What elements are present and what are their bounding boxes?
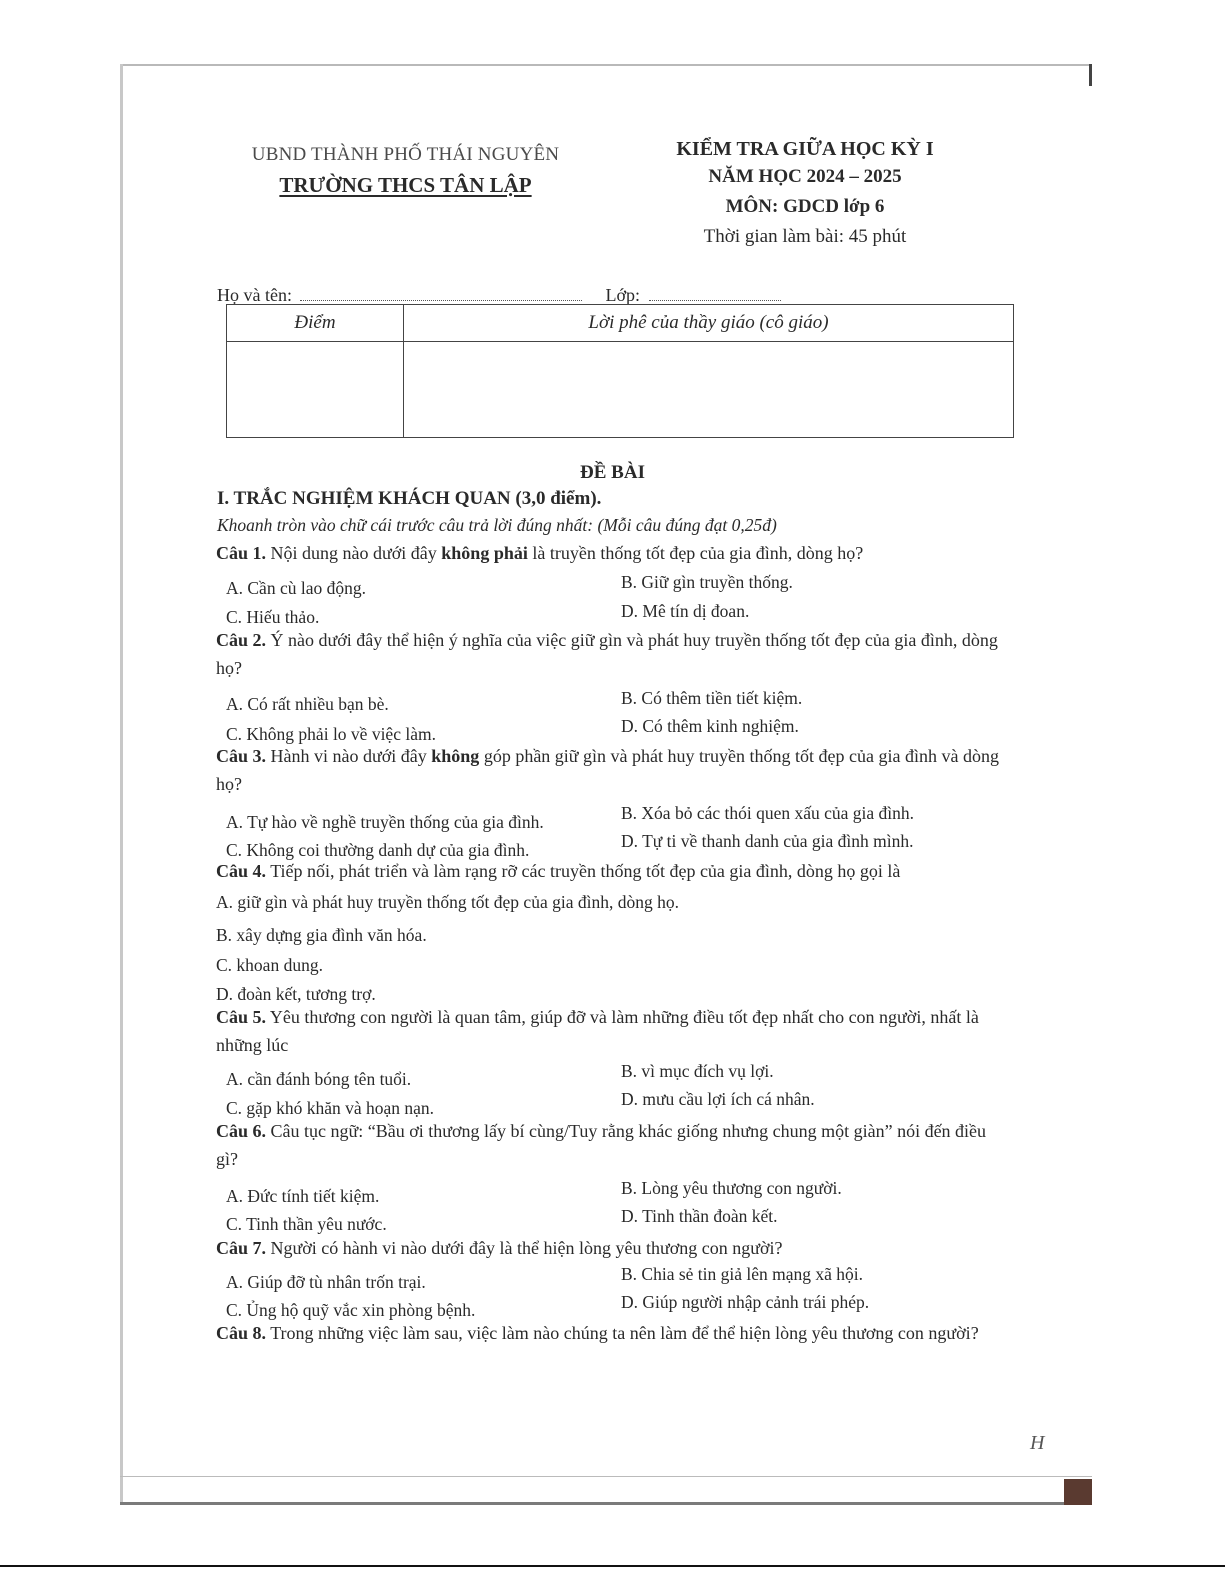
question-number: Câu 3. bbox=[216, 746, 267, 766]
question-number: Câu 6. bbox=[216, 1121, 267, 1141]
school-name-text: TRƯỜNG THCS TÂN LẬP bbox=[279, 173, 532, 197]
name-label: Họ và tên: bbox=[217, 285, 292, 305]
scan-edge-top bbox=[122, 64, 1092, 66]
exam-title: KIỂM TRA GIỮA HỌC KỲ I bbox=[676, 138, 934, 160]
question-text: Yêu thương con người là quan tâm, giúp đỡ và làm những điều tốt đẹp nhất cho con người, nhất là những lúc bbox=[216, 1007, 979, 1055]
q3-option-c[interactable]: C. Không coi thường danh dự của gia đình. bbox=[226, 840, 530, 860]
q1-option-c[interactable]: C. Hiếu thảo. bbox=[226, 607, 320, 627]
q6-option-c[interactable]: C. Tinh thần yêu nước. bbox=[226, 1214, 387, 1234]
q5-option-c[interactable]: C. gặp khó khăn và hoạn nạn. bbox=[226, 1098, 435, 1118]
school-name bbox=[238, 173, 573, 198]
question-emphasis: không bbox=[431, 746, 480, 766]
name-field[interactable] bbox=[300, 286, 582, 301]
exam-heading: ĐỀ BÀI bbox=[580, 462, 645, 483]
grade-table-body bbox=[227, 342, 1014, 438]
question-number: Câu 4. bbox=[216, 861, 267, 881]
q5-option-d[interactable]: D. mưu cầu lợi ích cá nhân. bbox=[621, 1089, 815, 1109]
question-text: là truyền thống tốt đẹp của gia đình, dòng họ? bbox=[527, 543, 864, 563]
student-info-row bbox=[217, 285, 781, 306]
question-8 bbox=[216, 1319, 1006, 1347]
question-number: Câu 8. bbox=[216, 1323, 267, 1343]
q4-option-b[interactable]: B. xây dựng gia đình văn hóa. bbox=[216, 925, 427, 945]
q6-option-a[interactable]: A. Đức tính tiết kiệm. bbox=[226, 1186, 380, 1206]
grade-table-header bbox=[227, 305, 1014, 342]
question-text: Nội dung nào dưới đây bbox=[266, 543, 442, 563]
score-header: Điểm bbox=[227, 305, 404, 342]
question-1 bbox=[216, 539, 1016, 567]
question-2 bbox=[216, 626, 1016, 682]
question-number: Câu 7. bbox=[216, 1238, 267, 1258]
question-5 bbox=[216, 1003, 996, 1059]
scan-edge-left bbox=[120, 64, 123, 1502]
question-4 bbox=[216, 857, 1016, 885]
subject: MÔN: GDCD lớp 6 bbox=[725, 196, 885, 217]
q7-option-a[interactable]: A. Giúp đỡ tù nhân trốn trại. bbox=[226, 1272, 426, 1292]
q2-option-b[interactable]: B. Có thêm tiền tiết kiệm. bbox=[621, 688, 803, 708]
q6-option-d[interactable]: D. Tinh thần đoàn kết. bbox=[621, 1206, 778, 1226]
comment-cell[interactable] bbox=[404, 342, 1014, 438]
question-number: Câu 5. bbox=[216, 1007, 267, 1027]
scan-bottom-edge bbox=[120, 1476, 1092, 1505]
question-6 bbox=[216, 1117, 1006, 1173]
section-title: I. TRẮC NGHIỆM KHÁCH QUAN (3,0 điểm). bbox=[217, 488, 602, 509]
q5-option-a[interactable]: A. cần đánh bóng tên tuổi. bbox=[226, 1069, 412, 1089]
q2-option-a[interactable]: A. Có rất nhiều bạn bè. bbox=[226, 694, 389, 714]
question-emphasis: không phải bbox=[441, 543, 528, 563]
grade-table bbox=[226, 304, 1014, 438]
page-footer-line bbox=[0, 1565, 1225, 1567]
question-text: Trong những việc làm sau, việc làm nào chúng ta nên làm để thể hiện lòng yêu thương con người? bbox=[266, 1323, 979, 1343]
question-text: Tiếp nối, phát triển và làm rạng rỡ các truyền thống tốt đẹp của gia đình, dòng họ gọi là bbox=[266, 861, 901, 881]
dept-name: UBND THÀNH PHỐ THÁI NGUYÊN bbox=[251, 144, 560, 165]
q3-option-d[interactable]: D. Tự ti về thanh danh của gia đình mình. bbox=[621, 831, 914, 851]
scan-corner bbox=[1064, 1479, 1092, 1505]
question-text: Câu tục ngữ: “Bầu ơi thương lấy bí cùng/Tuy rằng khác giống nhưng chung một giàn” nói đến điều gì? bbox=[216, 1121, 987, 1169]
duration: Thời gian làm bài: 45 phút bbox=[703, 226, 907, 247]
question-text: Ý nào dưới đây thể hiện ý nghĩa của việc giữ gìn và phát huy truyền thống tốt đẹp của gia đình, dòng họ? bbox=[216, 630, 998, 678]
q4-option-a[interactable]: A. giữ gìn và phát huy truyền thống tốt đẹp của gia đình, dòng họ. bbox=[216, 892, 679, 912]
q1-option-b[interactable]: B. Giữ gìn truyền thống. bbox=[621, 572, 793, 592]
q4-option-d[interactable]: D. đoàn kết, tương trợ. bbox=[216, 984, 376, 1004]
q1-option-d[interactable]: D. Mê tín dị đoan. bbox=[621, 601, 750, 621]
question-7 bbox=[216, 1234, 1016, 1262]
q2-option-c[interactable]: C. Không phải lo về việc làm. bbox=[226, 724, 436, 744]
question-number: Câu 1. bbox=[216, 543, 267, 563]
q4-option-c[interactable]: C. khoan dung. bbox=[216, 955, 323, 975]
scan-edge-right bbox=[1089, 64, 1092, 86]
question-3 bbox=[216, 742, 1016, 798]
q5-option-b[interactable]: B. vì mục đích vụ lợi. bbox=[621, 1061, 774, 1081]
q2-option-d[interactable]: D. Có thêm kinh nghiệm. bbox=[621, 716, 799, 736]
q7-option-b[interactable]: B. Chia sẻ tin giả lên mạng xã hội. bbox=[621, 1264, 864, 1284]
question-text: Người có hành vi nào dưới đây là thể hiện lòng yêu thương con người? bbox=[266, 1238, 783, 1258]
score-cell[interactable] bbox=[227, 342, 404, 438]
instruction: Khoanh tròn vào chữ cái trước câu trả lời đúng nhất: (Mỗi câu đúng đạt 0,25đ) bbox=[217, 515, 777, 535]
school-year: NĂM HỌC 2024 – 2025 bbox=[708, 166, 902, 187]
class-label: Lớp: bbox=[605, 285, 640, 305]
comment-header: Lời phê của thầy giáo (cô giáo) bbox=[404, 305, 1014, 342]
question-number: Câu 2. bbox=[216, 630, 267, 650]
class-field[interactable] bbox=[649, 286, 781, 301]
q3-option-a[interactable]: A. Tự hào về nghề truyền thống của gia đình. bbox=[226, 812, 544, 832]
scan-bottom-bar bbox=[120, 1502, 1092, 1505]
q7-option-c[interactable]: C. Ủng hộ quỹ vắc xin phòng bệnh. bbox=[226, 1300, 476, 1320]
question-text: góp phần giữ gìn và phát huy truyền thống tốt đẹp của gia đình và dòng họ? bbox=[216, 746, 999, 794]
q6-option-b[interactable]: B. Lòng yêu thương con người. bbox=[621, 1178, 842, 1198]
q3-option-b[interactable]: B. Xóa bỏ các thói quen xấu của gia đình. bbox=[621, 803, 915, 823]
page-mark: H bbox=[1030, 1432, 1045, 1454]
q7-option-d[interactable]: D. Giúp người nhập cảnh trái phép. bbox=[621, 1292, 870, 1312]
question-text: Hành vi nào dưới đây bbox=[266, 746, 432, 766]
q1-option-a[interactable]: A. Cần cù lao động. bbox=[226, 578, 366, 598]
